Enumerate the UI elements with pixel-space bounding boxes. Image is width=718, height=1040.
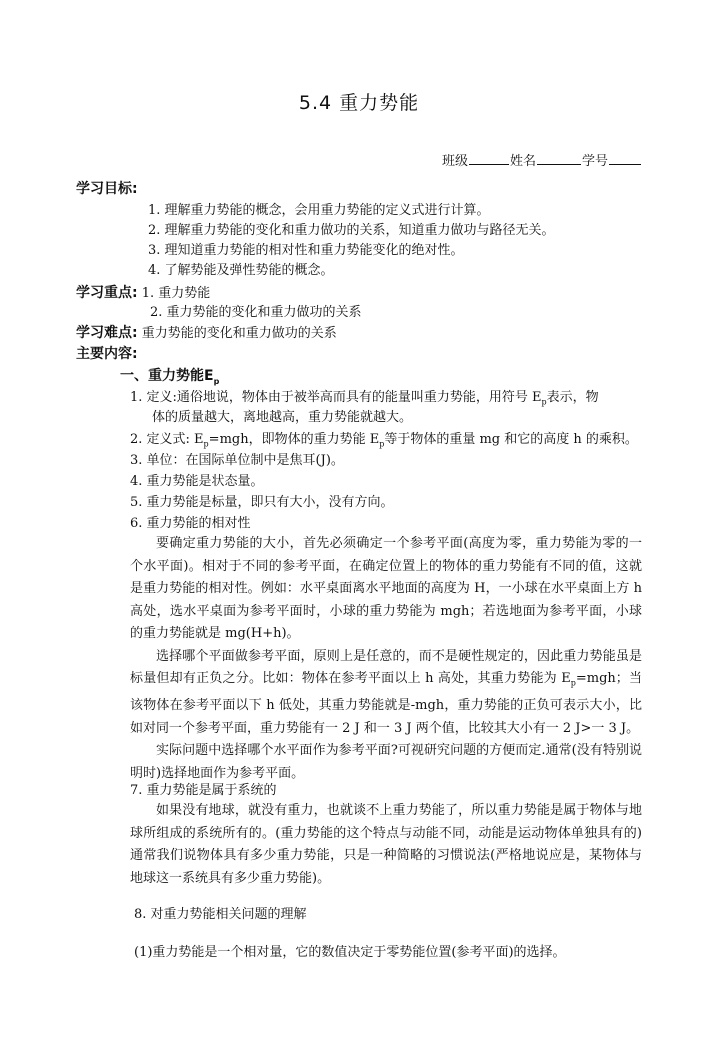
item-1-cont: 体的质量越大，离地越高，重力势能就越大。 [152, 410, 413, 425]
item-6: 6. 重力势能的相对性 [130, 516, 251, 531]
goal-item: 2. 理解重力势能的变化和重力做功的关系，知道重力做功与路径无关。 [148, 223, 555, 238]
item-1: 1. 定义:通俗地说，物体由于被举高而具有的能量叫重力势能，用符号 $E_p$表示，物 [130, 390, 599, 407]
relativity-paragraphs [130, 533, 642, 785]
item-8-1: (1)重力势能是一个相对量，它的数值决定于零势能位置(参考平面)的选择。 [134, 945, 566, 960]
item-8: 8. 对重力势能相关问题的理解 [134, 907, 307, 922]
class-blank[interactable] [469, 152, 509, 165]
goal-item: 4. 了解势能及弹性势能的概念。 [148, 263, 334, 278]
item-4: 4. 重力势能是状态量。 [130, 474, 264, 489]
name-blank[interactable] [537, 152, 581, 165]
difficulty-text: 重力势能的变化和重力做功的关系 [137, 326, 337, 341]
number-blank[interactable] [609, 152, 641, 165]
paragraph: 实际问题中选择哪个水平面作为参考平面?可视研究问题的方便而定.通常(没有特别说明时)选择地面作为参考平面。 [130, 743, 642, 781]
main-heading: 主要内容: [76, 346, 138, 362]
number-label: 学号 [581, 154, 608, 169]
item-2: 2. 定义式: $E_p=mgh$，即物体的重力势能 $E_p$等于物体的重量 mg 和它的高度 h 的乘积。 [130, 432, 638, 449]
item-7: 7. 重力势能是属于系统的 [130, 783, 277, 798]
class-label: 班级 [441, 154, 468, 169]
paragraph: 要确定重力势能的大小，首先必须确定一个参考平面(高度为零，重力势能为零的一个水平面)。相对于不同的参考平面，在确定位置上的物体的重力势能有不同的值，这就是重力势能的相对性。例如：水平桌面离水平地面的高度为 H，一小球在水平桌面上方 h 高处，选水平桌面为参考平面时，小球的重力势能为 mgh；若选地面为参考平面，小球的重力势能就是 mg(H+h)。 [130, 536, 642, 641]
goal-item: 3. 理知道重力势能的相对性和重力势能变化的绝对性。 [148, 243, 464, 258]
paragraph: 选择哪个平面做参考平面，原则上是任意的，而不是硬性规定的，因此重力势能虽是标量但却有正负之分。比如：物体在参考平面以上 h 高处，其重力势能为 $E_p=mgh$；当该物体在参考平面以下 h 低处，其重力势能就是-mgh，重力势能的正负可表示大小，比如对同一个参考平面，重力势能有一 2 J 和一 3 J 两个值，比较其大小有一 2 J>一 3 J。 [130, 648, 642, 736]
system-paragraph [130, 800, 642, 890]
item-3: 3. 单位：在国际单位制中是焦耳(J)。 [130, 453, 344, 468]
key-point-item: 2. 重力势能的变化和重力做功的关系 [150, 305, 362, 320]
paragraph: 如果没有地球，就没有重力，也就谈不上重力势能了，所以重力势能是属于物体与地球所组成的系统所有的。(重力势能的这个特点与动能不同，动能是运动物体单独具有的)通常我们说物体具有多少重力势能，只是一种简略的习惯说法(严格地说应是，某物体与地球这一系统具有多少重力势能)。 [130, 803, 642, 886]
page-title: 5.4 重力势能 [298, 92, 420, 114]
name-label: 姓名 [509, 154, 536, 169]
goal-item: 1. 理解重力势能的概念，会用重力势能的定义式进行计算。 [148, 203, 490, 218]
student-info [442, 150, 642, 169]
key-points-heading: 学习重点: [76, 285, 138, 301]
key-point-item: 1. 重力势能 [137, 286, 211, 301]
difficulty-row [76, 324, 337, 343]
section-heading: 一、重力势能$E_p$ [120, 368, 220, 386]
goals-heading: 学习目标: [76, 181, 138, 197]
difficulty-heading: 学习难点: [76, 325, 138, 341]
item-5: 5. 重力势能是标量，即只有大小，没有方向。 [130, 495, 394, 510]
key-points-row [76, 284, 210, 303]
